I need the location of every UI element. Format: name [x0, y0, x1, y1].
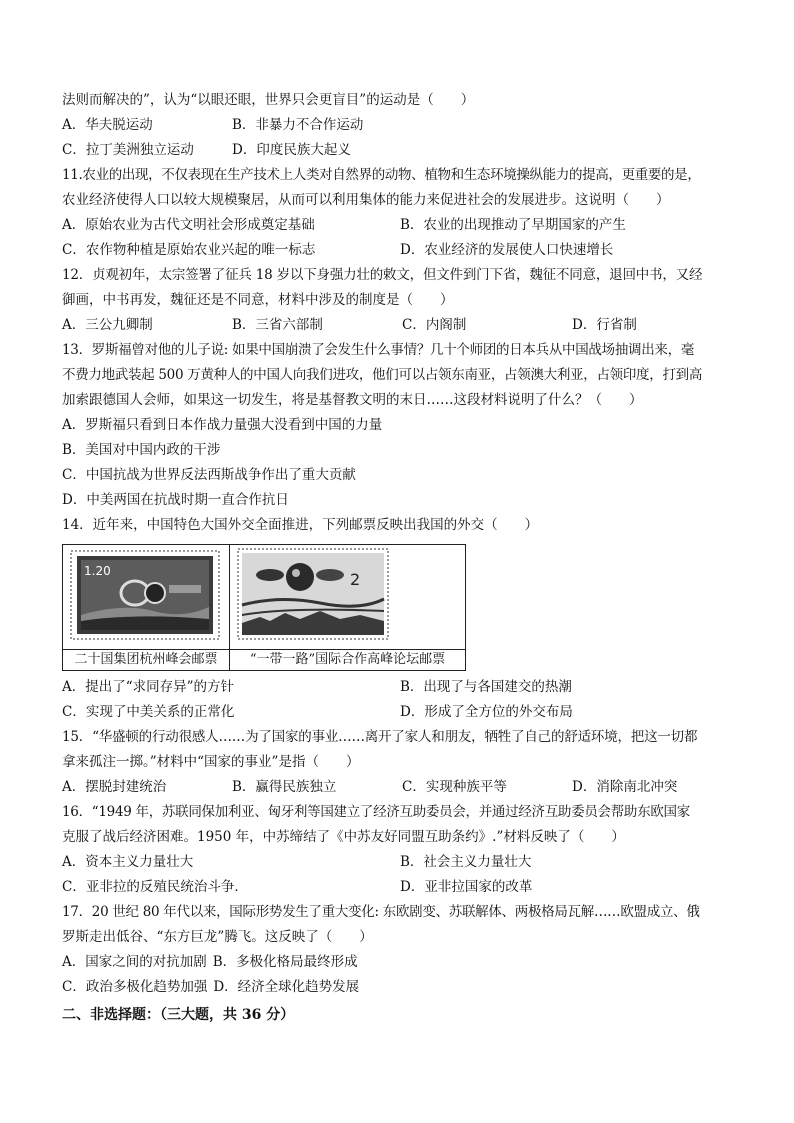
q12-stem-2: 御画，中书再发，魏征还是不同意，材料中涉及的制度是（ ） [62, 292, 454, 308]
q13-option-b[interactable]: B．美国对中国内政的干涉 [62, 442, 221, 458]
section-2-heading: 二、非选择题：（三大题，共 36 分） [62, 1007, 295, 1023]
q14-options-2 [62, 700, 742, 725]
svg-text:2: 2 [350, 570, 361, 589]
q13-option-d[interactable]: D．中美两国在抗战时期一直合作抗日 [62, 492, 289, 508]
q12-option-c[interactable]: C．内阁制 [402, 317, 467, 333]
q14-stem: 14．近年来，中国特色大国外交全面推进，下列邮票反映出我国的外交（ ） [62, 517, 539, 533]
q11-option-c[interactable]: C．农作物种植是原始农业兴起的唯一标志 [62, 242, 316, 258]
stamp-table [62, 544, 466, 671]
q12-option-d[interactable]: D．行省制 [572, 317, 637, 333]
q13-stem-1: 13．罗斯福曾对他的儿子说: 如果中国崩溃了会发生什么事情？几十个师团的日本兵从中国战场抽调出来，毫 [62, 342, 695, 358]
stamp-hangzhou-caption: 二十国集团杭州峰会邮票 [74, 652, 218, 667]
q13-stem-2: 不费力地武装起 500 万黄种人的中国人向我们进攻，他们可以占领东南亚，占领澳大利亚，占领印度，打到高 [62, 367, 703, 383]
q14-option-c[interactable]: C．实现了中美关系的正常化 [62, 704, 235, 720]
q16-stem-1: 16．“1949 年，苏联同保加利亚、匈牙利等国建立了经济互助委员会，并通过经济互助委员会帮助东欧国家 [62, 804, 690, 820]
q11-option-d[interactable]: D．农业经济的发展使人口快速增长 [400, 242, 614, 258]
q13-option-a[interactable]: A．罗斯福只看到日本作战力量强大没看到中国的力量 [62, 417, 383, 433]
q15-options [62, 775, 742, 800]
q16-options [62, 850, 742, 875]
q11-stem-1: 11.农业的出现，不仅表现在生产技术上人类对自然界的动物、植物和生态环境操纵能力的提高，更重要的是， [62, 167, 701, 183]
q14-option-a[interactable]: A．提出了“求同存异”的方针 [62, 679, 235, 695]
q15-option-c[interactable]: C．实现种族平等 [402, 779, 507, 795]
q16-options-2 [62, 875, 742, 900]
q16-option-a[interactable]: A．资本主义力量壮大 [62, 854, 194, 870]
q16-option-d[interactable]: D．亚非拉国家的改革 [400, 879, 533, 895]
q17-options [62, 950, 742, 975]
belt-road-stamp-image [230, 545, 465, 645]
stamp-value-text: 1.20 [84, 564, 111, 578]
q17-option-d[interactable]: D．经济全球化趋势发展 [213, 979, 360, 995]
q17-option-a[interactable]: A．国家之间的对抗加剧 [62, 954, 207, 970]
q12-options [62, 313, 742, 338]
g20-hangzhou-stamp-image [63, 545, 229, 645]
q15-stem-1: 15．“华盛顿的行动很感人……为了国家的事业……离开了家人和朋友，牺牲了自己的舒适环境，把这一切都 [62, 729, 698, 745]
stamp-hangzhou-caption-cell [63, 650, 230, 671]
q17-option-c[interactable]: C．政治多极化趋势加强 [62, 979, 208, 995]
q11-options [62, 213, 742, 238]
q17-stem-1: 17．20 世纪 80 年代以来，国际形势发生了重大变化: 东欧剧变、苏联解体、两极格局瓦解……欧盟成立、俄 [62, 904, 700, 920]
q15-option-d[interactable]: D．消除南北冲突 [572, 779, 678, 795]
q10-options [62, 113, 742, 138]
q13-stem-3: 加索跟德国人会师，如果这一切发生，将是基督教文明的末日……这段材料说明了什么？（ ） [62, 392, 643, 408]
q10-option-c[interactable]: C．拉丁美洲独立运动 [62, 142, 194, 158]
q16-option-c[interactable]: C．亚非拉的反殖民统治斗争． [62, 879, 248, 895]
q12-option-b[interactable]: B．三省六部制 [232, 317, 323, 333]
q11-option-a[interactable]: A．原始农业为古代文明社会形成奠定基础 [62, 217, 315, 233]
q10-options-2 [62, 138, 742, 163]
q17-stem-2: 罗斯走出低谷、“东方巨龙”腾飞。这反映了（ ） [62, 929, 373, 945]
stamp-belt-road-cell [230, 545, 466, 650]
q14-options [62, 675, 742, 700]
q17-option-b[interactable]: B．多极化格局最终形成 [212, 954, 358, 970]
q10-stem: 法则而解决的”，认为“以眼还眼，世界只会更盲目”的运动是（ ） [62, 92, 475, 108]
q11-option-b[interactable]: B．农业的出现推动了早期国家的产生 [400, 217, 626, 233]
q15-option-a[interactable]: A．摆脱封建统治 [62, 779, 167, 795]
q10-option-a[interactable]: A．华夫脱运动 [62, 117, 153, 133]
stamp-belt-road-caption: “一带一路”国际合作高峰论坛邮票 [249, 652, 446, 667]
q11-stem-2: 农业经济使得人口以较大规模聚居，从而可以利用集体的能力来促进社会的发展进步。这说明（ ） [62, 192, 670, 208]
q12-option-a[interactable]: A．三公九卿制 [62, 317, 153, 333]
q14-option-d[interactable]: D．形成了全方位的外交布局 [400, 704, 573, 720]
q12-stem-1: 12．贞观初年，太宗签署了征兵 18 岁以下身强力壮的敕文，但文件到门下省，魏征不同意，退回中书，又经 [62, 267, 703, 283]
q13-option-c[interactable]: C．中国抗战为世界反法西斯战争作出了重大贡献 [62, 467, 356, 483]
q15-option-b[interactable]: B．赢得民族独立 [232, 779, 337, 795]
q14-option-b[interactable]: B．出现了与各国建交的热潮 [400, 679, 572, 695]
q16-stem-2: 克服了战后经济困难。1950 年，中苏缔结了《中苏友好同盟互助条约》.”材料反映了（ ） [62, 829, 625, 845]
exam-page [62, 88, 742, 1028]
stamp-hangzhou-cell [63, 545, 230, 650]
q10-option-d[interactable]: D．印度民族大起义 [232, 142, 351, 158]
q17-options-2 [62, 975, 742, 1000]
q15-stem-2: 拿来孤注一掷。”材料中“国家的事业”是指（ ） [62, 754, 360, 770]
stamp-belt-road-caption-cell [230, 650, 466, 671]
q10-option-b[interactable]: B．非暴力不合作运动 [232, 117, 364, 133]
q11-options-2 [62, 238, 742, 263]
q16-option-b[interactable]: B．社会主义力量壮大 [400, 854, 532, 870]
